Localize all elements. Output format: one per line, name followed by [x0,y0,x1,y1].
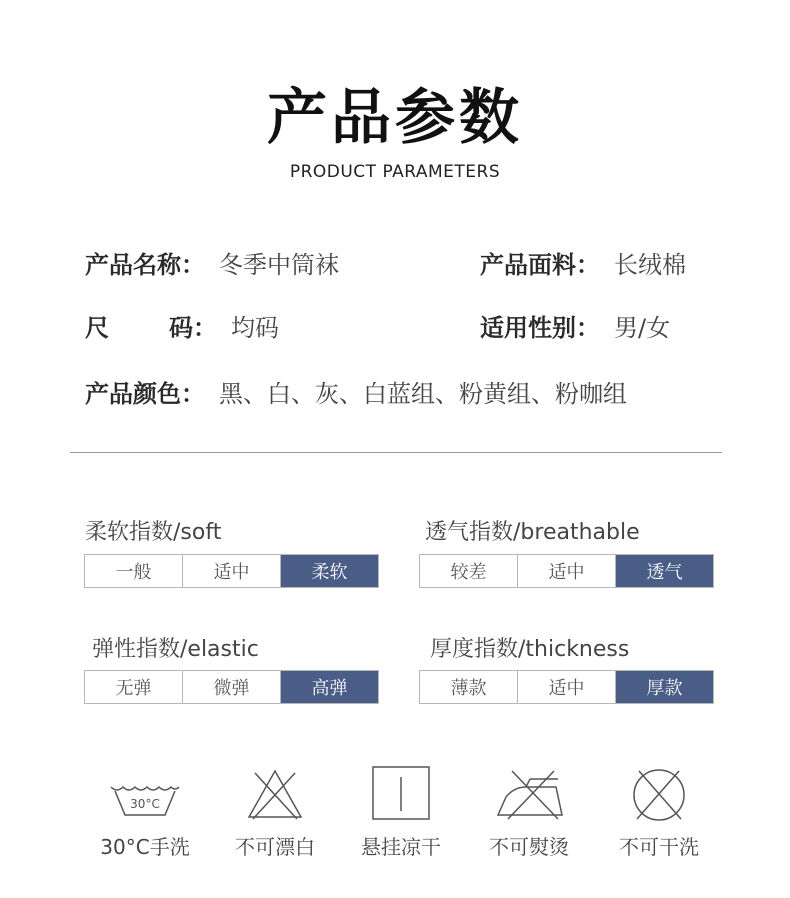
param-fabric-value: 长绒棉 [614,251,686,279]
param-gender [480,308,670,343]
wash-30-icon [105,765,185,821]
breathable-option: 透气 [616,555,713,587]
thickness-index-scale [419,670,714,704]
page-subtitle: PRODUCT PARAMETERS [289,162,501,182]
care-no-dry-clean [604,765,714,860]
no-iron-icon [484,765,574,821]
care-no-bleach [220,765,330,860]
svg-text:30°C: 30°C [130,797,160,811]
param-color [85,374,627,409]
thickness-option: 适中 [518,671,616,703]
breathable-option: 适中 [518,555,616,587]
soft-option: 柔软 [281,555,378,587]
breathable-option: 较差 [420,555,518,587]
param-color-value: 黑、白、灰、白蓝组、粉黄组、粉咖组 [219,380,627,408]
soft-index-label: 柔软指数/soft [85,520,222,545]
care-hang-dry [346,765,456,860]
param-size [85,308,279,343]
soft-option: 适中 [183,555,281,587]
no-bleach-icon [235,765,315,821]
param-fabric [480,245,686,280]
param-name [85,245,339,280]
care-hang-dry-label: 悬挂凉干 [361,835,441,859]
param-color-key: 产品颜色： [85,380,205,408]
thickness-index-label: 厚度指数/thickness [430,637,630,662]
param-size-key-a: 尺 [85,314,109,342]
soft-index-scale [84,554,379,588]
care-wash [90,765,200,860]
divider [70,452,722,453]
param-size-key-b: 码： [169,314,217,342]
param-gender-value: 男/女 [614,314,671,342]
hang-dry-icon [361,765,441,821]
elastic-option: 无弹 [85,671,183,703]
param-size-value: 均码 [231,314,279,342]
param-gender-key: 适用性别： [480,314,600,342]
page-title: 产品参数 [267,83,523,153]
care-wash-label: 30°C手洗 [100,835,190,859]
care-no-dry-clean-label: 不可干洗 [619,835,699,859]
elastic-option: 微弹 [183,671,281,703]
breathable-index-scale [419,554,714,588]
param-name-key: 产品名称： [85,251,205,279]
elastic-index-scale [84,670,379,704]
param-name-value: 冬季中筒袜 [219,251,339,279]
care-no-bleach-label: 不可漂白 [235,835,315,859]
elastic-option: 高弹 [281,671,378,703]
breathable-index-label: 透气指数/breathable [425,520,640,545]
elastic-index-label: 弹性指数/elastic [92,637,259,662]
no-dry-clean-icon [619,765,699,821]
param-fabric-key: 产品面料： [480,251,600,279]
thickness-option: 厚款 [616,671,713,703]
care-no-iron-label: 不可熨烫 [489,835,569,859]
care-no-iron [474,765,584,860]
soft-option: 一般 [85,555,183,587]
thickness-option: 薄款 [420,671,518,703]
